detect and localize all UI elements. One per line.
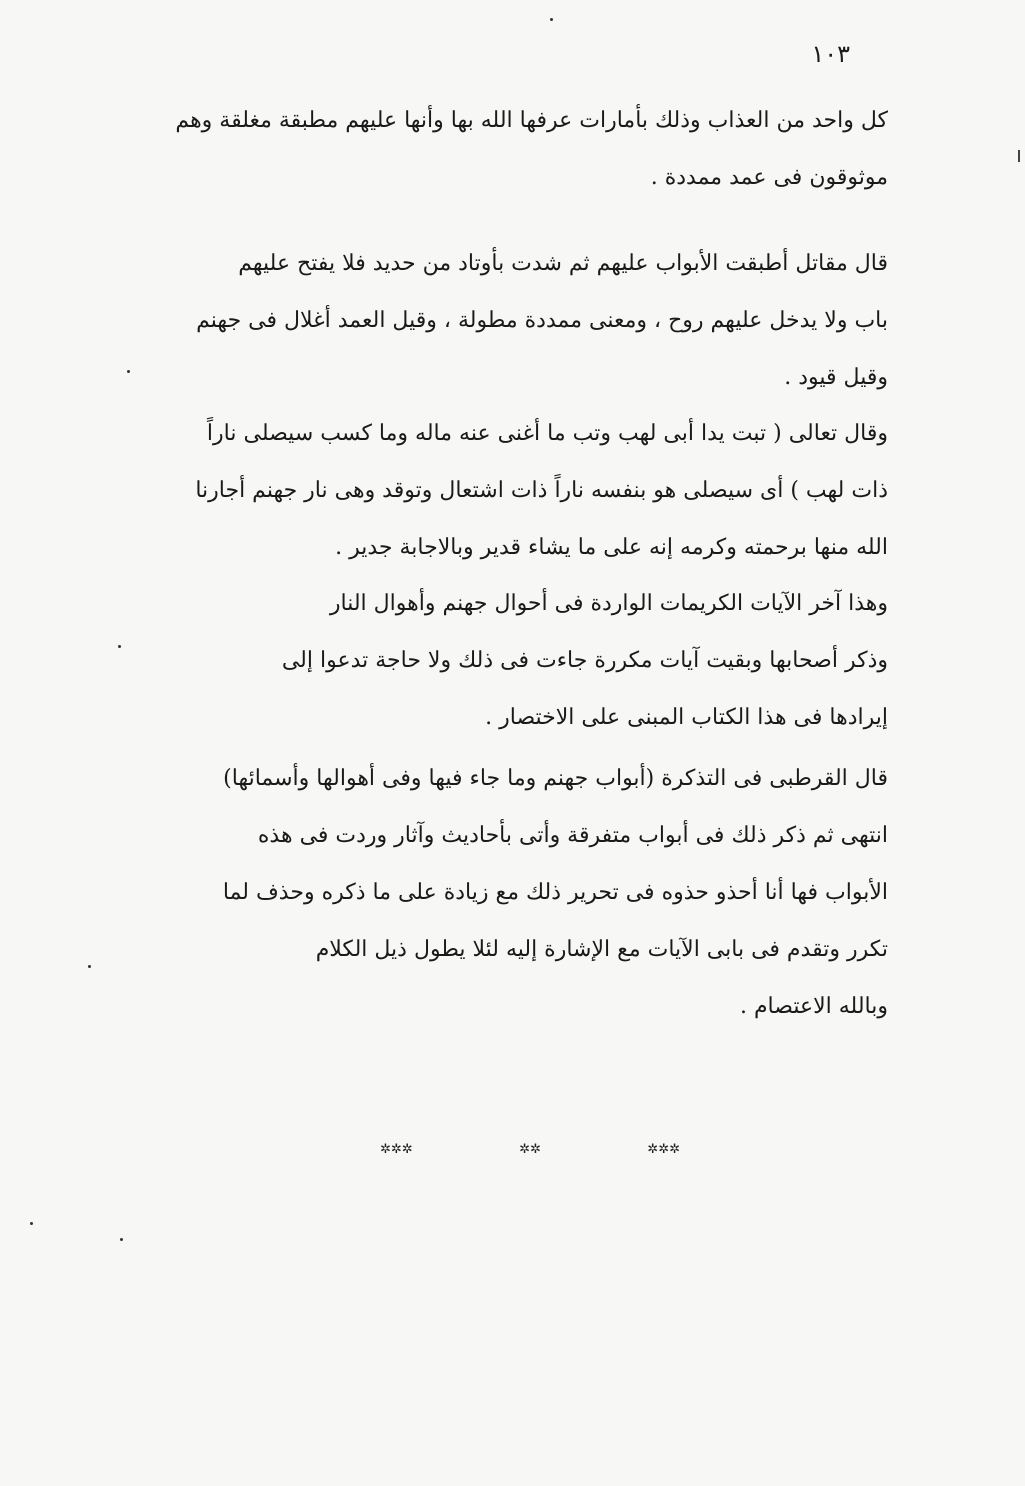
scan-edge-mark (1018, 150, 1020, 162)
scan-speck (550, 18, 553, 21)
scan-speck (118, 645, 121, 648)
text-line: وذكر أصحابها وبقيت آيات مكررة جاءت فى ذلك ولا حاجة تدعوا إلى (281, 648, 888, 673)
paragraph-5 (170, 750, 888, 1035)
paragraph-1 (170, 92, 888, 206)
page-number: ١٠٣ (811, 40, 850, 68)
separator-ornament: ✲✲✲ (380, 1142, 413, 1157)
text-line: باب ولا يدخل عليهم روح ، ومعنى ممددة مطولة ، وقيل العمد أغلال فى جهنم (196, 308, 888, 333)
scan-speck (30, 1222, 33, 1225)
separator-ornament: ✲✲✲ (647, 1142, 680, 1157)
text-line: قال مقاتل أطبقت الأبواب عليهم ثم شدت بأوتاد من حديد فلا يفتح عليهم (238, 251, 888, 276)
scan-speck (120, 1238, 123, 1241)
paragraph-3 (170, 405, 888, 576)
text-line: وهذا آخر الآيات الكريمات الواردة فى أحوال جهنم وأهوال النار (329, 591, 888, 616)
text-line: وقال تعالى ( تبت يدا أبى لهب وتب ما أغنى عنه ماله وما كسب سيصلى ناراً (206, 421, 888, 446)
separator-ornament: ✲✲ (519, 1142, 541, 1157)
text-line: وبالله الاعتصام . (739, 994, 888, 1019)
section-separator (380, 1142, 680, 1157)
text-line: كل واحد من العذاب وذلك بأمارات عرفها الله بها وأنها عليهم مطبقة مغلقة وهم (175, 108, 888, 133)
text-line: ذات لهب ) أى سيصلى هو بنفسه ناراً ذات اشتعال وتوقد وهى نار جهنم أجارنا (195, 478, 888, 503)
paragraph-4 (170, 575, 888, 746)
text-line: انتهى ثم ذكر ذلك فى أبواب متفرقة وأتى بأحاديث وآثار وردت فى هذه (257, 823, 888, 848)
text-line: إيرادها فى هذا الكتاب المبنى على الاختصار . (485, 705, 888, 730)
paragraph-2 (170, 235, 888, 406)
text-line: الأبواب فها أنا أحذو حذوه فى تحرير ذلك مع زيادة على ما ذكره وحذف لما (222, 880, 888, 905)
text-line: قال القرطبى فى التذكرة (أبواب جهنم وما جاء فيها وفى أهوالها وأسمائها) (223, 766, 888, 791)
text-line: موثوقون فى عمد ممددة . (650, 165, 888, 190)
scan-speck (127, 370, 130, 373)
scan-speck (88, 965, 91, 968)
text-line: تكرر وتقدم فى بابى الآيات مع الإشارة إليه لئلا يطول ذيل الكلام (315, 937, 888, 962)
text-line: الله منها برحمته وكرمه إنه على ما يشاء قدير وبالاجابة جدير . (335, 535, 888, 560)
text-line: وقيل قيود . (784, 365, 888, 390)
